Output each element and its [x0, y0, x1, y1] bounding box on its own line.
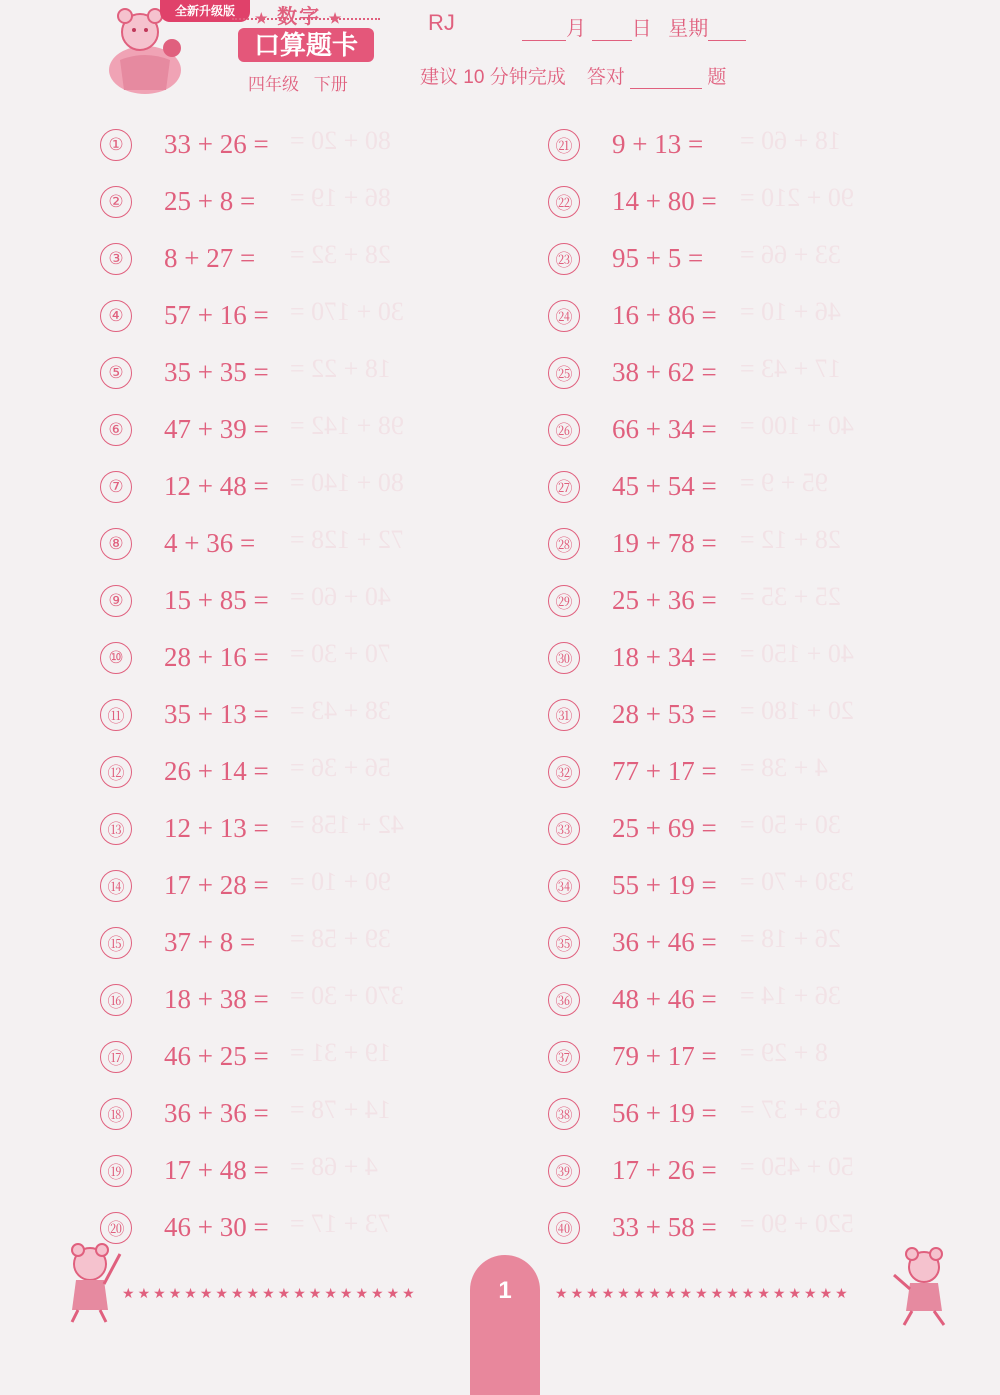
problem-number: ㉑: [548, 129, 580, 161]
problem-expression: 16 + 86 =: [612, 300, 717, 330]
correct-label: 答对: [586, 67, 625, 88]
show-through-text: 80 + 20 =: [290, 126, 391, 155]
problem-number: ⑮: [100, 927, 132, 959]
volume-label: 下册: [313, 75, 348, 94]
problem-row: [548, 1142, 717, 1199]
star-icon: ★: [601, 1285, 618, 1301]
star-icon: ★: [586, 1285, 602, 1301]
show-through-text: 19 + 31 =: [290, 1038, 391, 1067]
worksheet-footer: [0, 1235, 1000, 1390]
problem-number: ㉗: [548, 471, 580, 503]
problem-expression: 77 + 17 =: [612, 756, 717, 786]
star-icon: ★: [570, 1285, 587, 1301]
star-icon: ★: [804, 1285, 820, 1301]
problem-expression: 17 + 48 =: [164, 1155, 269, 1185]
star-icon: ★: [555, 1285, 571, 1301]
problem-expression: 25 + 8 =: [164, 186, 256, 216]
show-through-text: 90 + 10 =: [290, 867, 391, 896]
problem-number: ㉚: [548, 642, 580, 674]
star-icon: ★: [695, 1285, 711, 1301]
star-icon: ★: [339, 1285, 356, 1301]
advice-line: [420, 62, 726, 89]
show-through-text: 40 + 100 =: [740, 411, 854, 440]
show-through-text: 370 + 30 =: [290, 981, 404, 1010]
problem-expression: 95 + 5 =: [612, 243, 704, 273]
problem-number: ⑯: [100, 984, 132, 1016]
problem-number: ⑤: [100, 357, 132, 389]
page-tab: [470, 1255, 540, 1395]
problem-row: [548, 1085, 717, 1142]
problem-row: [548, 401, 717, 458]
grade-label: 四年级: [248, 75, 299, 94]
problem-number: ⑰: [100, 1041, 132, 1073]
problem-row: [100, 515, 255, 572]
page-number: 1: [498, 1277, 512, 1304]
problem-expression: 46 + 30 =: [164, 1212, 269, 1242]
show-through-text: 330 + 70 =: [740, 867, 854, 896]
star-icon: ★: [355, 1285, 371, 1301]
show-through-text: 98 + 142 =: [290, 411, 404, 440]
advice-text: 建议 10 分钟完成: [420, 67, 566, 88]
problem-number: ⑨: [100, 585, 132, 617]
problem-number: ㊲: [548, 1041, 580, 1073]
star-icon: ★: [648, 1285, 664, 1301]
problem-row: [548, 686, 717, 743]
correct-count-field[interactable]: [630, 68, 702, 89]
show-through-text: 80 + 140 =: [290, 468, 404, 497]
problem-row: [100, 800, 269, 857]
problem-number: ⑬: [100, 813, 132, 845]
weekday-field[interactable]: [708, 20, 746, 41]
problem-expression: 37 + 8 =: [164, 927, 256, 957]
star-icon: ★: [835, 1285, 851, 1301]
problem-expression: 4 + 36 =: [164, 528, 256, 558]
problem-number: ㉒: [548, 186, 580, 218]
show-through-text: 42 + 158 =: [290, 810, 404, 839]
day-field[interactable]: [592, 20, 632, 41]
show-through-text: 26 + 18 =: [740, 924, 841, 953]
star-icon: ★: [788, 1285, 804, 1301]
problem-expression: 66 + 34 =: [612, 414, 717, 444]
problem-number: ㉔: [548, 300, 580, 332]
problem-expression: 45 + 54 =: [612, 471, 717, 501]
problem-row: [548, 971, 717, 1028]
problem-expression: 26 + 14 =: [164, 756, 269, 786]
star-icon: ★: [710, 1285, 727, 1301]
problem-row: [100, 914, 255, 971]
show-through-text: 95 + 9 =: [740, 468, 828, 497]
star-icon: ★: [122, 1285, 138, 1301]
star-icon: ★: [757, 1285, 773, 1301]
problem-expression: 19 + 78 =: [612, 528, 717, 558]
problem-row: [100, 1142, 269, 1199]
show-through-text: 50 + 450 =: [740, 1152, 854, 1181]
problem-grid: [0, 116, 1000, 1251]
problem-row: [100, 629, 269, 686]
show-through-text: 90 + 210 =: [740, 183, 854, 212]
problem-number: ㉖: [548, 414, 580, 446]
show-through-text: 18 + 22 =: [290, 354, 391, 383]
problem-row: [548, 800, 717, 857]
problem-expression: 38 + 62 =: [612, 357, 717, 387]
problem-row: [100, 857, 269, 914]
problem-expression: 47 + 39 =: [164, 414, 269, 444]
show-through-text: 56 + 36 =: [290, 753, 391, 782]
problem-number: ⑭: [100, 870, 132, 902]
star-icon: ★: [324, 1285, 340, 1301]
problem-number: ⑩: [100, 642, 132, 674]
problem-number: ⑱: [100, 1098, 132, 1130]
problem-row: [548, 743, 717, 800]
problem-number: ⑦: [100, 471, 132, 503]
problem-expression: 15 + 85 =: [164, 585, 269, 615]
problem-row: [548, 572, 717, 629]
problem-expression: 12 + 48 =: [164, 471, 269, 501]
problem-row: [548, 173, 717, 230]
problem-row: [100, 116, 269, 173]
problem-number: ㉞: [548, 870, 580, 902]
card-title: 口算题卡: [238, 28, 374, 62]
problem-expression: 28 + 16 =: [164, 642, 269, 672]
problem-row: [548, 287, 717, 344]
problem-number: ⑳: [100, 1212, 132, 1244]
star-icon: ★: [215, 1285, 231, 1301]
star-icon: ★: [153, 1285, 169, 1301]
bear-waving-icon: [58, 1240, 128, 1325]
show-through-text: 73 + 17 =: [290, 1209, 391, 1238]
problem-row: [100, 1028, 269, 1085]
problem-expression: 8 + 27 =: [164, 243, 256, 273]
problem-row: [100, 287, 269, 344]
problem-number: ⑫: [100, 756, 132, 788]
problem-number: ㉓: [548, 243, 580, 275]
problem-row: [548, 458, 717, 515]
problem-expression: 14 + 80 =: [612, 186, 717, 216]
problem-row: [548, 914, 717, 971]
problem-number: ⑧: [100, 528, 132, 560]
show-through-text: 39 + 58 =: [290, 924, 391, 953]
star-icon: ★: [184, 1285, 200, 1301]
show-through-text: 25 + 35 =: [740, 582, 841, 611]
problem-expression: 18 + 38 =: [164, 984, 269, 1014]
problem-number: ㉙: [548, 585, 580, 617]
problem-expression: 28 + 53 =: [612, 699, 717, 729]
problem-number: ㉟: [548, 927, 580, 959]
star-divider-left: [122, 1285, 418, 1302]
problem-expression: 55 + 19 =: [612, 870, 717, 900]
show-through-text: 36 + 14 =: [740, 981, 841, 1010]
problem-expression: 17 + 28 =: [164, 870, 269, 900]
worksheet-header: [0, 0, 1000, 110]
show-through-text: 520 + 90 =: [740, 1209, 854, 1238]
problem-number: ㉘: [548, 528, 580, 560]
show-through-text: 28 + 32 =: [290, 240, 391, 269]
problem-expression: 36 + 36 =: [164, 1098, 269, 1128]
star-icon: ★: [262, 1285, 278, 1301]
problem-number: ㊳: [548, 1098, 580, 1130]
show-through-text: 28 + 12 =: [740, 525, 841, 554]
problem-expression: 17 + 26 =: [612, 1155, 717, 1185]
problem-number: ㊴: [548, 1155, 580, 1187]
star-icon: ★: [371, 1285, 387, 1301]
problem-row: [100, 230, 255, 287]
problem-expression: 56 + 19 =: [612, 1098, 717, 1128]
show-through-text: 33 + 66 =: [740, 240, 841, 269]
weekday-label: 星期: [668, 18, 709, 40]
bear-dancing-icon: [888, 1245, 958, 1330]
problem-expression: 9 + 13 =: [612, 129, 704, 159]
show-through-text: 14 + 78 =: [290, 1095, 391, 1124]
problem-row: [548, 1028, 717, 1085]
star-icon: ★: [246, 1285, 263, 1301]
problem-expression: 35 + 13 =: [164, 699, 269, 729]
problem-number: ①: [100, 129, 132, 161]
show-through-text: 4 + 38 =: [740, 753, 828, 782]
month-label: 月: [566, 18, 586, 40]
edition-badge: 全新升级版: [160, 0, 250, 22]
star-icon: ★: [277, 1285, 294, 1301]
problem-number: ②: [100, 186, 132, 218]
star-divider-right: [555, 1285, 851, 1302]
star-icon: ★: [137, 1285, 154, 1301]
show-through-text: 20 + 180 =: [740, 696, 854, 725]
show-through-text: 40 + 60 =: [290, 582, 391, 611]
star-icon: ★: [386, 1285, 403, 1301]
subject-label: 数字: [277, 6, 322, 28]
problem-expression: 18 + 34 =: [612, 642, 717, 672]
show-through-text: 86 + 19 =: [290, 183, 391, 212]
date-fields: [522, 12, 746, 41]
show-through-text: 8 + 29 =: [740, 1038, 828, 1067]
problem-number: ㉝: [548, 813, 580, 845]
problem-number: ⑪: [100, 699, 132, 731]
problem-row: [100, 344, 269, 401]
star-icon: ★: [632, 1285, 649, 1301]
show-through-text: 18 + 60 =: [740, 126, 841, 155]
star-icon: ★: [293, 1285, 309, 1301]
star-icon: ★: [726, 1285, 742, 1301]
star-icon: ★: [741, 1285, 758, 1301]
problem-row: [100, 458, 269, 515]
problem-number: ㉜: [548, 756, 580, 788]
problem-expression: 25 + 69 =: [612, 813, 717, 843]
problem-expression: 12 + 13 =: [164, 813, 269, 843]
star-icon: ★: [772, 1285, 789, 1301]
problem-row: [100, 743, 269, 800]
star-icon: ★: [402, 1285, 418, 1301]
problem-row: [548, 116, 703, 173]
month-field[interactable]: [522, 20, 566, 41]
day-label: 日: [631, 18, 652, 40]
problem-expression: 35 + 35 =: [164, 357, 269, 387]
problem-row: [100, 686, 269, 743]
problem-row: [548, 515, 717, 572]
problem-number: ㉛: [548, 699, 580, 731]
problem-expression: 25 + 36 =: [612, 585, 717, 615]
problem-number: ㊱: [548, 984, 580, 1016]
show-through-text: 70 + 30 =: [290, 639, 391, 668]
show-through-text: 38 + 43 =: [290, 696, 391, 725]
problem-row: [100, 1085, 269, 1142]
problem-expression: 46 + 25 =: [164, 1041, 269, 1071]
show-through-text: 4 + 68 =: [290, 1152, 378, 1181]
problem-row: [548, 857, 717, 914]
show-through-text: 30 + 50 =: [740, 810, 841, 839]
show-through-text: 30 + 170 =: [290, 297, 404, 326]
star-icon: ★: [308, 1285, 325, 1301]
show-through-text: 72 + 128 =: [290, 525, 404, 554]
star-icon: ★: [199, 1285, 216, 1301]
problem-expression: 36 + 46 =: [612, 927, 717, 957]
problem-expression: 79 + 17 =: [612, 1041, 717, 1071]
problem-number: ④: [100, 300, 132, 332]
star-icon: ★: [230, 1285, 247, 1301]
problem-row: [548, 344, 717, 401]
problem-row: [100, 971, 269, 1028]
problem-expression: 33 + 26 =: [164, 129, 269, 159]
problem-row: [548, 230, 703, 287]
problem-row: [548, 629, 717, 686]
problem-number: ⑲: [100, 1155, 132, 1187]
problem-number: ㉕: [548, 357, 580, 389]
problem-number: ⑥: [100, 414, 132, 446]
star-icon: ★: [679, 1285, 696, 1301]
problem-row: [100, 173, 255, 230]
problem-row: [100, 401, 269, 458]
star-icon: ★: [663, 1285, 680, 1301]
problem-row: [100, 572, 269, 629]
star-icon: ★: [168, 1285, 185, 1301]
problem-expression: 48 + 46 =: [612, 984, 717, 1014]
star-icon: ★: [819, 1285, 836, 1301]
problem-expression: 33 + 58 =: [612, 1212, 717, 1242]
grade-info: [248, 70, 358, 95]
show-through-text: 63 + 37 =: [740, 1095, 841, 1124]
unit-label: 题: [707, 67, 727, 88]
problem-expression: 57 + 16 =: [164, 300, 269, 330]
edition-code: RJ: [428, 10, 455, 35]
show-through-text: 40 + 150 =: [740, 639, 854, 668]
star-icon: ★: [617, 1285, 633, 1301]
show-through-text: 46 + 10 =: [740, 297, 841, 326]
problem-number: ㊵: [548, 1212, 580, 1244]
show-through-text: 17 + 43 =: [740, 354, 841, 383]
problem-number: ③: [100, 243, 132, 275]
